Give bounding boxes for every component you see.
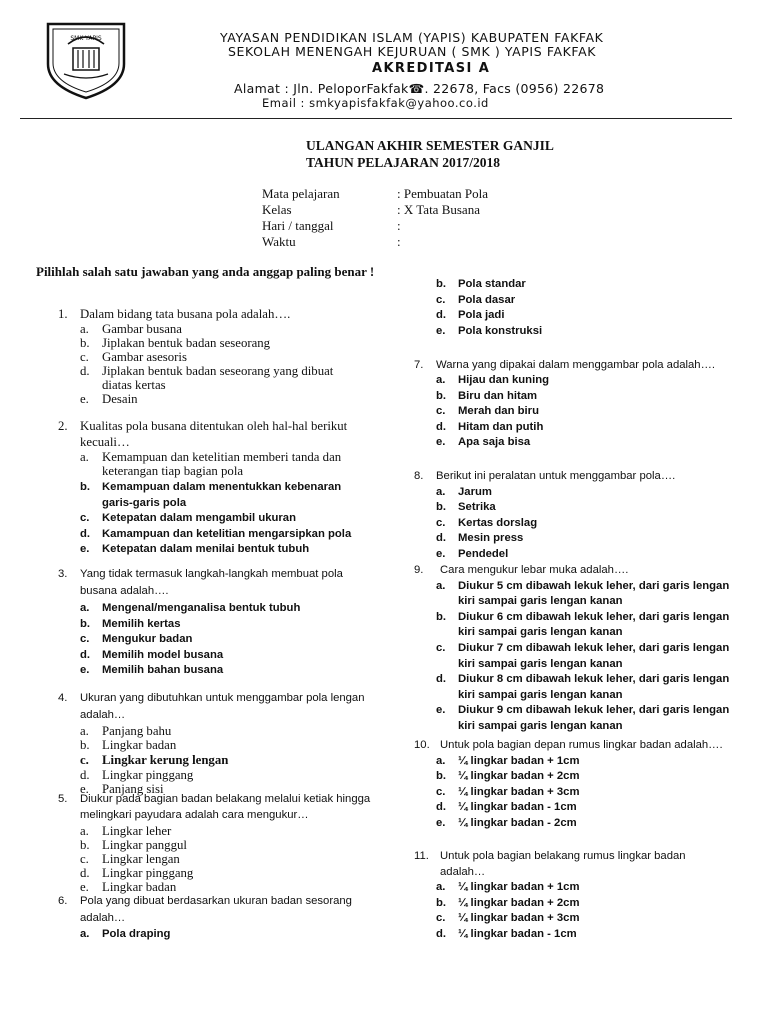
option-text: Lingkar leher — [102, 824, 172, 838]
option-text: Panjang sisi — [102, 782, 164, 796]
option-text: Lingkar badan — [102, 880, 177, 894]
header-divider — [20, 118, 732, 119]
option-letter: b. — [80, 481, 91, 493]
option-text: Lingkar kerung lengan — [102, 753, 229, 767]
option-text: Pola dasar — [458, 293, 516, 306]
option-text: Lingkar pinggang — [102, 866, 194, 880]
option-c — [80, 632, 368, 648]
option-letter: c. — [80, 753, 89, 767]
question-11 — [414, 849, 736, 943]
option-a — [80, 601, 368, 617]
option-letter: a. — [436, 754, 446, 767]
question-text: Diukur pada bagian badan belakang melalui ketiak hingga melingkari payudara adalah cara mengukur… — [80, 793, 371, 821]
instruction: Pilihlah salah satu jawaban yang anda anggap paling benar ! — [36, 264, 375, 279]
option-text: Ketepatan dalam mengambil ukuran — [102, 512, 296, 525]
option-text: Lingkar lengan — [102, 852, 180, 866]
info-value: : — [397, 234, 401, 249]
option-letter: b. — [436, 501, 447, 514]
option-a — [58, 824, 378, 838]
question-text: Warna yang dipakai dalam menggambar pola adalah…. — [436, 359, 716, 371]
option-text: Diukur 6 cm dibawah lekuk leher, dari garis lengan kiri sampai garis lengan kanan — [458, 610, 730, 639]
option-text: Diukur 7 cm dibawah lekuk leher, dari garis lengan kiri sampai garis lengan kanan — [458, 641, 730, 670]
option-c — [80, 511, 368, 527]
option-text: Gambar asesoris — [102, 350, 187, 364]
option-text: Pola jadi — [458, 309, 505, 322]
option-letter: e. — [436, 547, 446, 560]
question-text: Untuk pola bagian belakang rumus lingkar badan adalah… — [440, 850, 686, 878]
option-text: ¼ lingkar badan - 1cm — [458, 801, 577, 814]
question-number: 10. — [414, 739, 430, 751]
logo-text: SMK YAPIS — [70, 35, 102, 42]
option-e — [80, 542, 368, 558]
option-b — [58, 738, 368, 752]
option-letter: d. — [436, 927, 447, 940]
option-e — [436, 435, 736, 451]
option-text: Hitam dan putih — [458, 420, 544, 433]
question-text: Berikut ini peralatan untuk menggambar pola…. — [436, 470, 676, 482]
option-text: Jarum — [458, 485, 492, 498]
question-number: 6. — [58, 895, 68, 907]
option-b — [80, 480, 368, 511]
option-text: Memilih model busana — [102, 648, 224, 661]
option-d — [436, 800, 736, 816]
option-letter: b. — [80, 738, 90, 752]
option-b — [436, 769, 736, 785]
option-text: Mesin press — [458, 532, 524, 545]
option-e — [436, 324, 736, 340]
option-text: Kemampuan dalam menentukkan kebenaran garis-garis pola — [102, 481, 342, 509]
question-text: Yang tidak termasuk langkah-langkah membuat pola busana adalah…. — [80, 568, 343, 597]
option-text: Lingkar badan — [102, 738, 177, 752]
option-d — [436, 672, 736, 703]
option-e — [436, 703, 736, 734]
option-text: Pendedel — [458, 547, 509, 560]
option-text: Lingkar panggul — [102, 838, 187, 852]
question-9 — [414, 563, 736, 735]
question-10 — [414, 738, 736, 832]
question-text: Ukuran yang dibutuhkan untuk menggambar pola lengan adalah… — [80, 692, 365, 721]
option-text: Diukur 9 cm dibawah lekuk leher, dari garis lengan kiri sampai garis lengan kanan — [458, 704, 730, 732]
option-text: ¼ lingkar badan + 1cm — [458, 754, 580, 767]
address: Alamat : Jln. PeloporFakfak☎. 22678, Facs (0956) 22678 — [234, 81, 605, 96]
question-2 — [58, 418, 368, 558]
option-letter: a. — [436, 485, 446, 498]
option-text: Jiplakan bentuk badan seseorang — [102, 336, 271, 350]
info-label: Hari / tanggal — [262, 218, 334, 233]
option-letter: a. — [436, 374, 446, 386]
question-text: Untuk pola bagian depan rumus lingkar badan adalah…. — [440, 739, 723, 751]
option-text: Gambar busana — [102, 322, 182, 336]
option-letter: a. — [80, 450, 89, 464]
option-b — [436, 610, 736, 641]
option-e — [58, 880, 378, 894]
option-c — [436, 785, 736, 801]
question-number: 2. — [58, 419, 68, 433]
info-value: : — [397, 218, 401, 233]
option-d — [436, 531, 736, 547]
question-4 — [58, 690, 368, 796]
option-text: Diukur 8 cm dibawah lekuk leher, dari garis lengan kiri sampai garis lengan kanan — [458, 673, 730, 701]
option-text: Setrika — [458, 501, 496, 514]
option-letter: d. — [436, 673, 447, 686]
option-c — [436, 293, 736, 309]
question-text: Cara mengukur lebar muka adalah…. — [440, 564, 629, 576]
option-a — [436, 373, 736, 389]
option-letter: a. — [80, 322, 89, 336]
option-letter: b. — [436, 610, 447, 623]
option-e — [80, 663, 368, 679]
option-letter: a. — [80, 928, 90, 940]
option-letter: e. — [436, 436, 446, 449]
option-a — [436, 485, 736, 501]
question-number: 9. — [414, 564, 424, 576]
option-text: Apa saja bisa — [458, 436, 531, 449]
option-a — [436, 880, 736, 896]
option-letter: c. — [436, 293, 446, 306]
option-text: Memilih kertas — [102, 617, 181, 630]
option-letter: c. — [436, 641, 446, 654]
question-text: Dalam bidang tata busana pola adalah…. — [80, 307, 291, 321]
exam-title: ULANGAN AKHIR SEMESTER GANJIL — [306, 138, 554, 153]
option-letter: c. — [80, 512, 90, 525]
option-letter: e. — [80, 664, 90, 677]
option-text: ¼ lingkar badan + 2cm — [458, 770, 580, 783]
option-b — [80, 336, 368, 350]
option-c — [58, 752, 368, 768]
option-b — [58, 838, 378, 852]
option-letter: a. — [80, 724, 89, 738]
option-letter: b. — [436, 278, 447, 290]
option-e — [436, 816, 736, 832]
question-5 — [58, 792, 378, 894]
option-b — [436, 277, 736, 293]
option-text: Kamampuan dan ketelitian mengarsipkan pola — [102, 527, 352, 540]
option-letter: b. — [436, 770, 447, 783]
option-b — [436, 500, 736, 516]
option-c — [436, 641, 736, 672]
accreditation: AKREDITASI A — [372, 61, 491, 76]
option-text: Hijau dan kuning — [458, 374, 550, 386]
question-number: 3. — [58, 568, 68, 580]
option-letter: b. — [436, 389, 447, 402]
option-d — [80, 648, 368, 664]
option-letter: d. — [80, 364, 90, 378]
option-text: Ketepatan dalam menilai bentuk tubuh — [102, 543, 310, 556]
option-e — [80, 392, 368, 406]
option-letter: b. — [436, 896, 447, 909]
option-d — [58, 866, 378, 880]
info-label: Kelas — [262, 202, 292, 217]
option-text: Mengukur badan — [102, 633, 193, 646]
question-3 — [58, 566, 368, 679]
option-d — [80, 364, 368, 392]
option-text: ¼ lingkar badan - 1cm — [458, 927, 577, 940]
option-letter: e. — [80, 543, 90, 556]
option-c — [80, 350, 368, 364]
question-6 — [58, 893, 368, 943]
option-letter: c. — [436, 912, 446, 925]
option-c — [58, 852, 378, 866]
option-e — [436, 547, 736, 563]
option-letter: d. — [436, 420, 447, 433]
option-d — [80, 527, 368, 543]
question-number: 11. — [414, 850, 429, 862]
option-text: Desain — [102, 392, 138, 406]
question-number: 5. — [58, 793, 68, 805]
option-letter: d. — [80, 768, 90, 782]
option-text: Mengenal/menganalisa bentuk tubuh — [102, 602, 301, 614]
option-letter: c. — [80, 852, 89, 866]
option-letter: e. — [80, 782, 89, 796]
option-letter: d. — [436, 532, 447, 545]
option-text: Diukur 5 cm dibawah lekuk leher, dari garis lengan kiri sampai garis lengan kanan — [458, 579, 730, 608]
option-d — [436, 927, 736, 943]
option-letter: b. — [80, 617, 91, 630]
option-letter: c. — [80, 350, 89, 364]
option-letter: c. — [436, 785, 446, 798]
option-text: ¼ lingkar badan + 1cm — [458, 881, 580, 894]
option-letter: a. — [80, 824, 89, 838]
question-number: 7. — [414, 359, 424, 371]
option-letter: d. — [80, 866, 90, 880]
option-letter: b. — [80, 336, 90, 350]
option-letter: b. — [80, 838, 90, 852]
option-letter: e. — [436, 704, 446, 717]
option-b — [436, 896, 736, 912]
option-text: ¼ lingkar badan - 2cm — [458, 816, 577, 829]
option-text: Pola standar — [458, 278, 526, 290]
option-b — [436, 389, 736, 405]
option-d — [436, 420, 736, 436]
option-d — [436, 308, 736, 324]
question-number: 8. — [414, 470, 424, 482]
question-number: 1. — [58, 307, 68, 321]
option-letter: d. — [80, 648, 91, 661]
option-letter: c. — [436, 516, 446, 529]
option-c — [436, 404, 736, 420]
option-a — [80, 450, 368, 478]
email: Email : smkyapisfakfak@yahoo.co.id — [262, 96, 489, 110]
option-text: Panjang bahu — [102, 724, 172, 738]
option-letter: c. — [436, 405, 446, 418]
option-letter: e. — [80, 392, 89, 406]
option-d — [58, 768, 368, 782]
question-text: Kualitas pola busana ditentukan oleh hal-hal berikut kecuali… — [80, 419, 348, 449]
option-letter: a. — [80, 602, 90, 614]
question-6-continued — [436, 277, 736, 339]
option-a — [436, 754, 736, 770]
option-letter: d. — [80, 527, 91, 540]
school-logo — [40, 20, 132, 100]
option-text: Jiplakan bentuk badan seseorang yang dibuat diatas kertas — [102, 364, 334, 392]
option-text: Lingkar pinggang — [102, 768, 194, 782]
info-label: Mata pelajaran — [262, 186, 340, 201]
option-letter: d. — [436, 801, 447, 814]
info-value: : X Tata Busana — [397, 202, 480, 217]
option-text: Pola konstruksi — [458, 324, 543, 337]
option-letter: e. — [80, 880, 89, 894]
info-label: Waktu — [262, 234, 296, 249]
option-a — [80, 322, 368, 336]
option-letter: c. — [80, 633, 90, 646]
option-text: Kertas dorslag — [458, 516, 538, 529]
option-text: ¼ lingkar badan + 2cm — [458, 896, 580, 909]
option-letter: a. — [436, 579, 446, 592]
option-text: Merah dan biru — [458, 405, 539, 418]
option-a — [436, 579, 736, 610]
option-text: Pola draping — [102, 928, 171, 940]
option-text: ¼ lingkar badan + 3cm — [458, 785, 580, 798]
option-b — [80, 617, 368, 633]
info-value: : Pembuatan Pola — [397, 186, 488, 201]
option-text: Biru dan hitam — [458, 389, 538, 402]
foundation-name: YAYASAN PENDIDIKAN ISLAM (YAPIS) KABUPATEN FAKFAK — [220, 30, 604, 45]
option-text: Kemampuan dan ketelitian memberi tanda dan keterangan tiap bagian pola — [102, 450, 342, 478]
option-text: Memilih bahan busana — [102, 664, 224, 677]
option-a — [80, 927, 368, 943]
school-name: SEKOLAH MENENGAH KEJURUAN ( SMK ) YAPIS FAKFAK — [228, 44, 597, 59]
option-c — [436, 516, 736, 532]
option-text: ¼ lingkar badan + 3cm — [458, 912, 580, 925]
option-c — [436, 911, 736, 927]
question-7 — [414, 357, 736, 451]
exam-year: TAHUN PELAJARAN 2017/2018 — [306, 155, 501, 170]
option-letter: a. — [436, 881, 446, 894]
question-1 — [58, 306, 368, 406]
question-8 — [414, 469, 736, 563]
option-letter: e. — [436, 324, 446, 337]
question-number: 4. — [58, 692, 68, 704]
option-letter: d. — [436, 309, 447, 322]
option-a — [58, 724, 368, 738]
option-letter: e. — [436, 816, 446, 829]
question-text: Pola yang dibuat berdasarkan ukuran badan sesorang adalah… — [80, 895, 352, 924]
